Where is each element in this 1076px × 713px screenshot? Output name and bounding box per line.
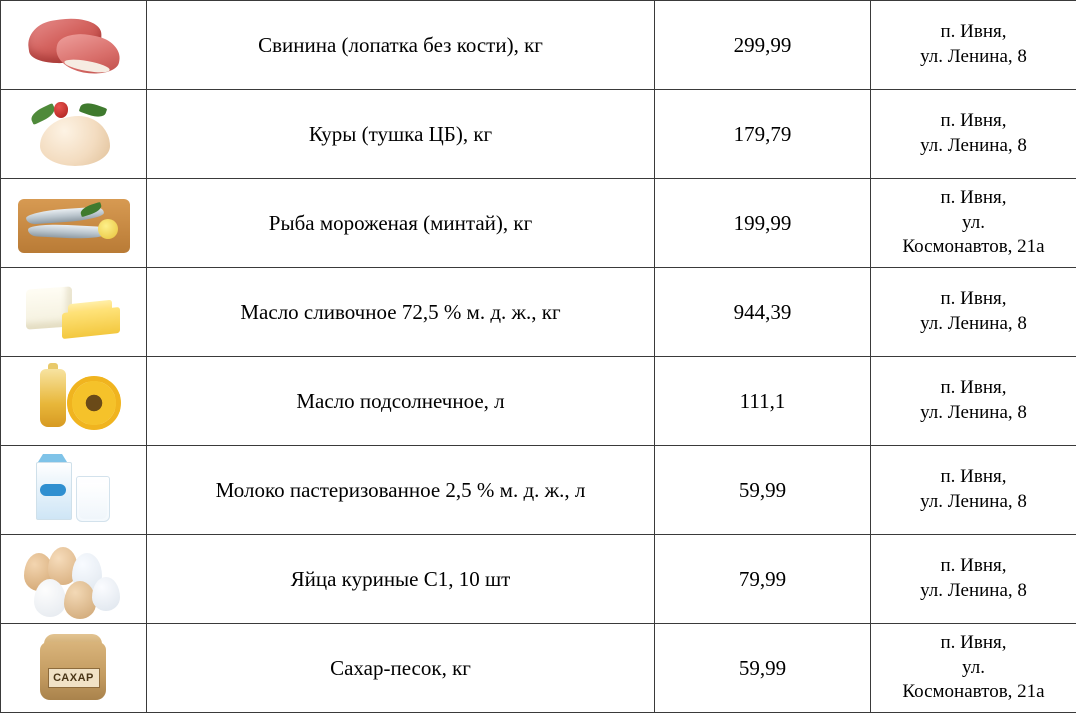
product-image-cell: [1, 1, 147, 90]
product-image-cell: [1, 535, 147, 624]
product-address: [871, 179, 1076, 268]
address-line: ул.: [871, 656, 1076, 681]
address-line: ул. Ленина, 8: [871, 134, 1076, 159]
address-line: п. Ивня,: [871, 186, 1076, 211]
sunflower-oil-icon: [14, 361, 134, 441]
product-image-cell: [1, 268, 147, 357]
product-address: [871, 446, 1076, 535]
eggs-icon: [14, 539, 134, 619]
product-name: Молоко пастеризованное 2,5 % м. д. ж., л: [147, 446, 655, 535]
product-name: Сахар-песок, кг: [147, 624, 655, 713]
product-name: Куры (тушка ЦБ), кг: [147, 90, 655, 179]
address-line: п. Ивня,: [871, 376, 1076, 401]
milk-icon: [14, 450, 134, 530]
product-price: 199,99: [655, 179, 871, 268]
table-row: [1, 268, 1076, 357]
product-address: [871, 1, 1076, 90]
product-address: [871, 535, 1076, 624]
product-name: Рыба мороженая (минтай), кг: [147, 179, 655, 268]
table-row: [1, 357, 1076, 446]
address-line: п. Ивня,: [871, 465, 1076, 490]
table-row: [1, 535, 1076, 624]
chicken-icon: [14, 94, 134, 174]
address-line: п. Ивня,: [871, 109, 1076, 134]
product-image-cell: [1, 624, 147, 713]
product-address: [871, 268, 1076, 357]
address-line: п. Ивня,: [871, 287, 1076, 312]
product-image-cell: [1, 90, 147, 179]
product-image-cell: [1, 357, 147, 446]
address-line: п. Ивня,: [871, 631, 1076, 656]
product-price: 59,99: [655, 446, 871, 535]
pork-icon: [14, 5, 134, 85]
product-price: 59,99: [655, 624, 871, 713]
sugar-icon: [14, 628, 134, 708]
product-address: [871, 357, 1076, 446]
product-price: 944,39: [655, 268, 871, 357]
address-line: п. Ивня,: [871, 20, 1076, 45]
product-price: 299,99: [655, 1, 871, 90]
product-name: Масло подсолнечное, л: [147, 357, 655, 446]
fish-icon: [14, 183, 134, 263]
table-row: [1, 624, 1076, 713]
butter-icon: [14, 272, 134, 352]
table-row: [1, 1, 1076, 90]
product-price: 111,1: [655, 357, 871, 446]
product-address: [871, 624, 1076, 713]
address-line: Космонавтов, 21а: [871, 235, 1076, 260]
product-image-cell: [1, 179, 147, 268]
product-address: [871, 90, 1076, 179]
address-line: Космонавтов, 21а: [871, 680, 1076, 705]
address-line: ул.: [871, 211, 1076, 236]
address-line: ул. Ленина, 8: [871, 312, 1076, 337]
product-image-cell: [1, 446, 147, 535]
product-price: 179,79: [655, 90, 871, 179]
product-price: 79,99: [655, 535, 871, 624]
table-row: [1, 90, 1076, 179]
table-row: [1, 179, 1076, 268]
product-name: Масло сливочное 72,5 % м. д. ж., кг: [147, 268, 655, 357]
address-line: ул. Ленина, 8: [871, 579, 1076, 604]
sugar-sack-label: САХАР: [48, 668, 100, 688]
table-row: [1, 446, 1076, 535]
address-line: п. Ивня,: [871, 554, 1076, 579]
address-line: ул. Ленина, 8: [871, 490, 1076, 515]
address-line: ул. Ленина, 8: [871, 401, 1076, 426]
product-name: Свинина (лопатка без кости), кг: [147, 1, 655, 90]
product-name: Яйца куриные С1, 10 шт: [147, 535, 655, 624]
address-line: ул. Ленина, 8: [871, 45, 1076, 70]
